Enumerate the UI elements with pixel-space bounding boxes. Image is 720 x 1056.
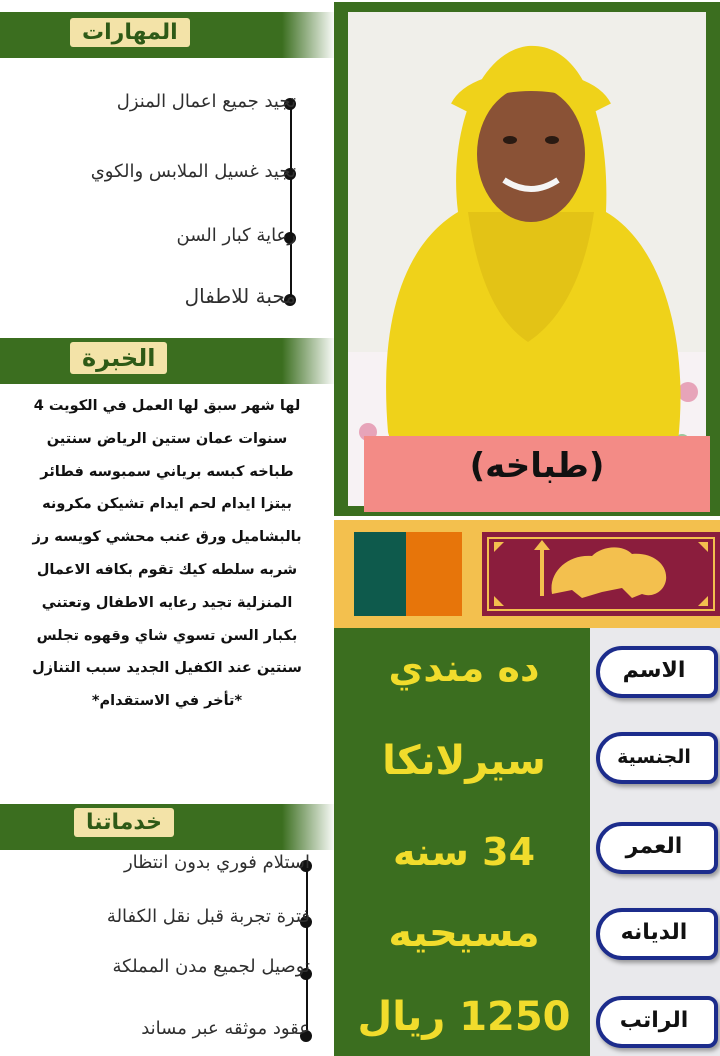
salary-value: 1250 ريال — [357, 994, 571, 1040]
nationality-label: الجنسية — [617, 746, 691, 768]
person-illustration — [348, 12, 706, 506]
lion-emblem-icon — [482, 532, 720, 616]
flag-maroon-panel — [482, 532, 720, 616]
skills-timeline — [290, 104, 292, 300]
left-column — [0, 0, 336, 1056]
skill-item: رعاية كبار السن — [176, 225, 296, 246]
services-title: خدماتنا — [74, 808, 174, 837]
experience-line: المنزلية تجيد رعايه الاطفال وتعتني — [41, 594, 293, 611]
job-title-ribbon — [364, 436, 710, 512]
experience-line: بيتزا ايدام لحم ايدام تشيكن مكرونه — [42, 496, 292, 513]
experience-text — [14, 390, 320, 718]
service-item: فترة تجربة قبل نقل الكفالة — [106, 906, 310, 927]
name-value: ده مندي — [388, 646, 540, 690]
name-label: الاسم — [622, 658, 686, 683]
service-item: توصيل لجميع مدن المملكة — [112, 956, 310, 977]
name-label-badge — [596, 646, 718, 698]
salary-label: الراتب — [619, 1008, 689, 1033]
services-timeline — [306, 862, 308, 1040]
age-label-badge — [596, 822, 718, 874]
flag-green-stripe — [354, 532, 406, 616]
skills-title: المهارات — [70, 18, 190, 47]
experience-line: طباخه كبسه برياني سمبوسه فطائر — [40, 463, 294, 480]
nationality-value: سيرلانكا — [382, 738, 546, 784]
age-label: العمر — [625, 834, 683, 859]
experience-line: بالبشاميل ورق عنب محشي كويسه رز — [32, 529, 302, 546]
experience-line: *تأخر في الاستقدام* — [91, 693, 243, 710]
skill-item: محبة للاطفال — [184, 284, 296, 308]
services-header — [0, 804, 282, 850]
experience-header — [0, 338, 282, 384]
skill-item: تجيد جميع اعمال المنزل — [116, 91, 296, 112]
experience-line: لها شهر سبق لها العمل في الكويت 4 — [33, 398, 301, 414]
religion-value: مسيحيه — [388, 910, 540, 956]
experience-title: الخبرة — [70, 342, 167, 374]
skills-header — [0, 12, 282, 58]
profile-photo — [348, 12, 706, 506]
experience-line: سنتين عند الكفيل الجديد سبب التنازل — [32, 660, 302, 677]
service-item: استلام فوري بدون انتظار — [123, 852, 310, 873]
job-title: (طباخه) — [469, 446, 605, 486]
skills-header-fade — [282, 12, 336, 58]
sri-lanka-flag-icon — [334, 520, 720, 628]
experience-header-fade — [282, 338, 336, 384]
salary-label-badge — [596, 996, 718, 1048]
experience-line: شربه سلطه كيك تقوم بكافه الاعمال — [36, 561, 298, 578]
experience-line: سنوات عمان ستين الرياض سنتين — [46, 430, 288, 447]
skill-item: تجيد غسيل الملابس والكوي — [90, 161, 296, 182]
age-value: 34 سنه — [392, 830, 536, 874]
experience-line: بكبار السن تسوي شاي وقهوه تجلس — [36, 627, 298, 644]
nationality-label-badge — [596, 732, 718, 784]
religion-label-badge — [596, 908, 718, 960]
religion-label: الديانه — [620, 920, 688, 945]
flag-orange-stripe — [406, 532, 462, 616]
services-header-fade — [282, 804, 336, 850]
service-item: عقود موثقه عبر مساند — [141, 1018, 310, 1039]
